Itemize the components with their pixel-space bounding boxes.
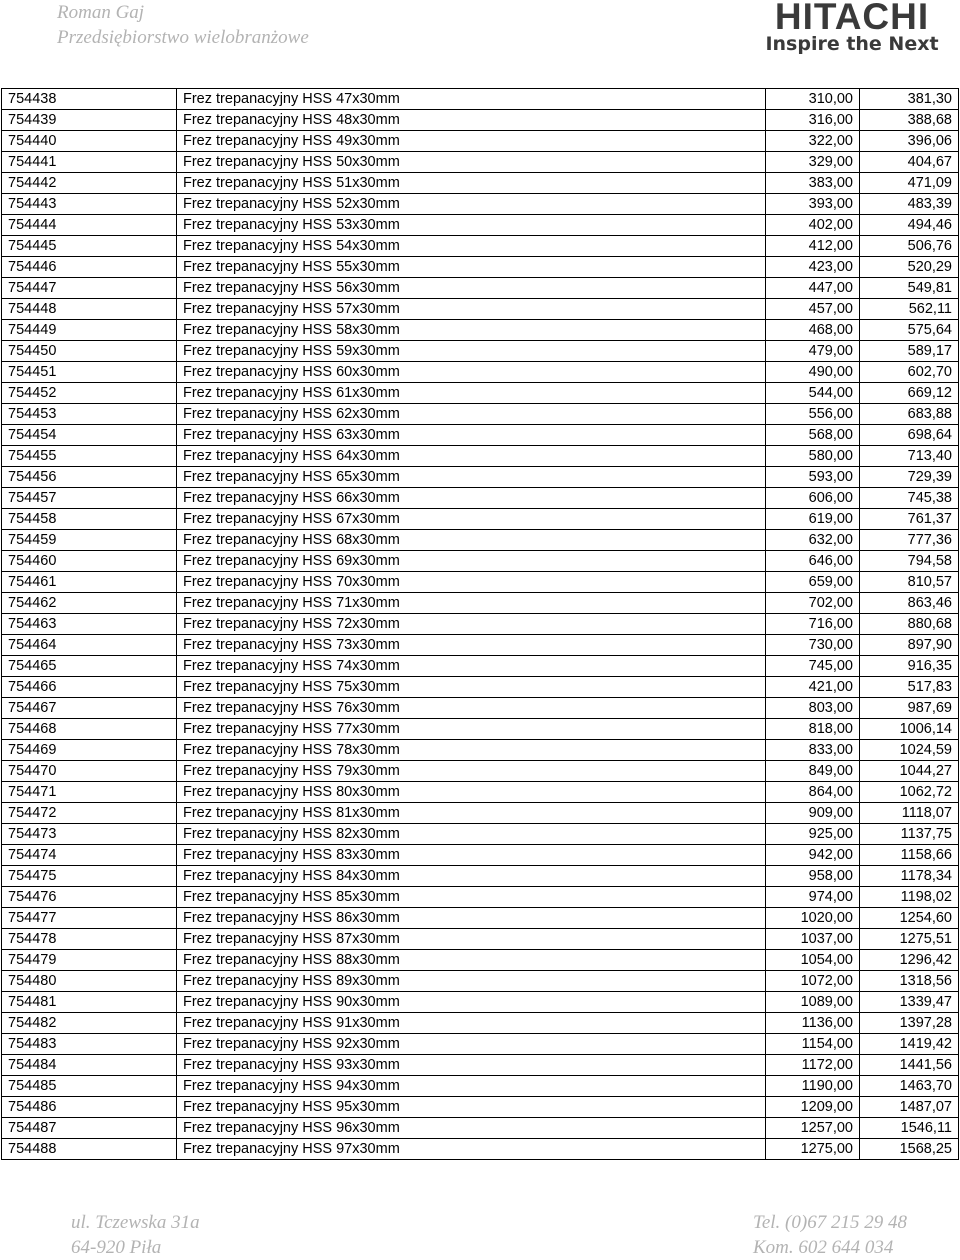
table-row bbox=[2, 614, 959, 635]
product-name-cell: Frez trepanacyjny HSS 69x30mm bbox=[177, 551, 766, 572]
net-price-cell: 322,00 bbox=[766, 131, 860, 152]
product-code-cell: 754445 bbox=[2, 236, 177, 257]
gross-price-cell: 388,68 bbox=[860, 110, 959, 131]
net-price-cell: 490,00 bbox=[766, 362, 860, 383]
price-table bbox=[1, 88, 959, 1160]
product-code-cell: 754467 bbox=[2, 698, 177, 719]
table-row bbox=[2, 467, 959, 488]
product-code-cell: 754471 bbox=[2, 782, 177, 803]
price-table-body bbox=[2, 89, 959, 1160]
product-code-cell: 754474 bbox=[2, 845, 177, 866]
product-name-cell: Frez trepanacyjny HSS 95x30mm bbox=[177, 1097, 766, 1118]
product-code-cell: 754479 bbox=[2, 950, 177, 971]
net-price-cell: 716,00 bbox=[766, 614, 860, 635]
product-name-cell: Frez trepanacyjny HSS 80x30mm bbox=[177, 782, 766, 803]
gross-price-cell: 589,17 bbox=[860, 341, 959, 362]
net-price-cell: 646,00 bbox=[766, 551, 860, 572]
net-price-cell: 1172,00 bbox=[766, 1055, 860, 1076]
product-code-cell: 754483 bbox=[2, 1034, 177, 1055]
net-price-cell: 730,00 bbox=[766, 635, 860, 656]
product-name-cell: Frez trepanacyjny HSS 66x30mm bbox=[177, 488, 766, 509]
net-price-cell: 1054,00 bbox=[766, 950, 860, 971]
net-price-cell: 909,00 bbox=[766, 803, 860, 824]
gross-price-cell: 1397,28 bbox=[860, 1013, 959, 1034]
gross-price-cell: 575,64 bbox=[860, 320, 959, 341]
table-row bbox=[2, 698, 959, 719]
product-code-cell: 754440 bbox=[2, 131, 177, 152]
net-price-cell: 1020,00 bbox=[766, 908, 860, 929]
table-row bbox=[2, 719, 959, 740]
net-price-cell: 593,00 bbox=[766, 467, 860, 488]
table-row bbox=[2, 635, 959, 656]
net-price-cell: 1257,00 bbox=[766, 1118, 860, 1139]
gross-price-cell: 1275,51 bbox=[860, 929, 959, 950]
table-row bbox=[2, 89, 959, 110]
product-name-cell: Frez trepanacyjny HSS 55x30mm bbox=[177, 257, 766, 278]
gross-price-cell: 404,67 bbox=[860, 152, 959, 173]
product-name-cell: Frez trepanacyjny HSS 63x30mm bbox=[177, 425, 766, 446]
product-name-cell: Frez trepanacyjny HSS 65x30mm bbox=[177, 467, 766, 488]
product-code-cell: 754469 bbox=[2, 740, 177, 761]
gross-price-cell: 1419,42 bbox=[860, 1034, 959, 1055]
table-row bbox=[2, 173, 959, 194]
product-code-cell: 754454 bbox=[2, 425, 177, 446]
product-name-cell: Frez trepanacyjny HSS 83x30mm bbox=[177, 845, 766, 866]
net-price-cell: 974,00 bbox=[766, 887, 860, 908]
table-row bbox=[2, 572, 959, 593]
product-code-cell: 754457 bbox=[2, 488, 177, 509]
product-code-cell: 754448 bbox=[2, 299, 177, 320]
gross-price-cell: 1198,02 bbox=[860, 887, 959, 908]
product-name-cell: Frez trepanacyjny HSS 84x30mm bbox=[177, 866, 766, 887]
product-name-cell: Frez trepanacyjny HSS 76x30mm bbox=[177, 698, 766, 719]
product-code-cell: 754466 bbox=[2, 677, 177, 698]
net-price-cell: 393,00 bbox=[766, 194, 860, 215]
table-row bbox=[2, 1034, 959, 1055]
net-price-cell: 316,00 bbox=[766, 110, 860, 131]
net-price-cell: 1072,00 bbox=[766, 971, 860, 992]
gross-price-cell: 1487,07 bbox=[860, 1097, 959, 1118]
gross-price-cell: 494,46 bbox=[860, 215, 959, 236]
product-code-cell: 754477 bbox=[2, 908, 177, 929]
product-name-cell: Frez trepanacyjny HSS 49x30mm bbox=[177, 131, 766, 152]
product-name-cell: Frez trepanacyjny HSS 90x30mm bbox=[177, 992, 766, 1013]
table-row bbox=[2, 257, 959, 278]
table-row bbox=[2, 1139, 959, 1160]
net-price-cell: 958,00 bbox=[766, 866, 860, 887]
net-price-cell: 702,00 bbox=[766, 593, 860, 614]
table-row bbox=[2, 929, 959, 950]
net-price-cell: 402,00 bbox=[766, 215, 860, 236]
product-code-cell: 754460 bbox=[2, 551, 177, 572]
product-name-cell: Frez trepanacyjny HSS 61x30mm bbox=[177, 383, 766, 404]
net-price-cell: 412,00 bbox=[766, 236, 860, 257]
net-price-cell: 447,00 bbox=[766, 278, 860, 299]
gross-price-cell: 1441,56 bbox=[860, 1055, 959, 1076]
logo-word: HITACHI bbox=[774, 0, 930, 37]
net-price-cell: 818,00 bbox=[766, 719, 860, 740]
gross-price-cell: 777,36 bbox=[860, 530, 959, 551]
product-name-cell: Frez trepanacyjny HSS 74x30mm bbox=[177, 656, 766, 677]
product-name-cell: Frez trepanacyjny HSS 56x30mm bbox=[177, 278, 766, 299]
product-name-cell: Frez trepanacyjny HSS 54x30mm bbox=[177, 236, 766, 257]
table-row bbox=[2, 236, 959, 257]
product-name-cell: Frez trepanacyjny HSS 57x30mm bbox=[177, 299, 766, 320]
table-row bbox=[2, 299, 959, 320]
product-code-cell: 754452 bbox=[2, 383, 177, 404]
hitachi-logo bbox=[760, 0, 944, 54]
product-name-cell: Frez trepanacyjny HSS 48x30mm bbox=[177, 110, 766, 131]
product-code-cell: 754463 bbox=[2, 614, 177, 635]
gross-price-cell: 897,90 bbox=[860, 635, 959, 656]
gross-price-cell: 1118,07 bbox=[860, 803, 959, 824]
product-name-cell: Frez trepanacyjny HSS 79x30mm bbox=[177, 761, 766, 782]
net-price-cell: 925,00 bbox=[766, 824, 860, 845]
net-price-cell: 833,00 bbox=[766, 740, 860, 761]
product-code-cell: 754451 bbox=[2, 362, 177, 383]
gross-price-cell: 1137,75 bbox=[860, 824, 959, 845]
product-name-cell: Frez trepanacyjny HSS 64x30mm bbox=[177, 446, 766, 467]
gross-price-cell: 520,29 bbox=[860, 257, 959, 278]
footer-street: ul. Tczewska 31a bbox=[71, 1212, 200, 1233]
table-row bbox=[2, 677, 959, 698]
net-price-cell: 1089,00 bbox=[766, 992, 860, 1013]
product-code-cell: 754453 bbox=[2, 404, 177, 425]
net-price-cell: 329,00 bbox=[766, 152, 860, 173]
table-row bbox=[2, 1118, 959, 1139]
table-row bbox=[2, 278, 959, 299]
table-row bbox=[2, 131, 959, 152]
footer-phone: Tel. (0)67 215 29 48 bbox=[753, 1212, 907, 1233]
product-code-cell: 754443 bbox=[2, 194, 177, 215]
gross-price-cell: 669,12 bbox=[860, 383, 959, 404]
gross-price-cell: 396,06 bbox=[860, 131, 959, 152]
product-name-cell: Frez trepanacyjny HSS 77x30mm bbox=[177, 719, 766, 740]
net-price-cell: 383,00 bbox=[766, 173, 860, 194]
table-row bbox=[2, 551, 959, 572]
net-price-cell: 580,00 bbox=[766, 446, 860, 467]
product-code-cell: 754447 bbox=[2, 278, 177, 299]
net-price-cell: 457,00 bbox=[766, 299, 860, 320]
table-row bbox=[2, 593, 959, 614]
product-name-cell: Frez trepanacyjny HSS 47x30mm bbox=[177, 89, 766, 110]
product-name-cell: Frez trepanacyjny HSS 68x30mm bbox=[177, 530, 766, 551]
net-price-cell: 606,00 bbox=[766, 488, 860, 509]
product-code-cell: 754458 bbox=[2, 509, 177, 530]
product-name-cell: Frez trepanacyjny HSS 96x30mm bbox=[177, 1118, 766, 1139]
table-row bbox=[2, 950, 959, 971]
product-code-cell: 754450 bbox=[2, 341, 177, 362]
table-row bbox=[2, 509, 959, 530]
product-code-cell: 754455 bbox=[2, 446, 177, 467]
table-row bbox=[2, 1097, 959, 1118]
net-price-cell: 568,00 bbox=[766, 425, 860, 446]
product-code-cell: 754486 bbox=[2, 1097, 177, 1118]
gross-price-cell: 745,38 bbox=[860, 488, 959, 509]
product-name-cell: Frez trepanacyjny HSS 75x30mm bbox=[177, 677, 766, 698]
table-row bbox=[2, 488, 959, 509]
gross-price-cell: 1178,34 bbox=[860, 866, 959, 887]
product-name-cell: Frez trepanacyjny HSS 72x30mm bbox=[177, 614, 766, 635]
net-price-cell: 1037,00 bbox=[766, 929, 860, 950]
product-code-cell: 754481 bbox=[2, 992, 177, 1013]
product-code-cell: 754475 bbox=[2, 866, 177, 887]
gross-price-cell: 1254,60 bbox=[860, 908, 959, 929]
table-row bbox=[2, 845, 959, 866]
gross-price-cell: 1158,66 bbox=[860, 845, 959, 866]
net-price-cell: 619,00 bbox=[766, 509, 860, 530]
gross-price-cell: 1024,59 bbox=[860, 740, 959, 761]
net-price-cell: 1275,00 bbox=[766, 1139, 860, 1160]
gross-price-cell: 1568,25 bbox=[860, 1139, 959, 1160]
net-price-cell: 479,00 bbox=[766, 341, 860, 362]
gross-price-cell: 471,09 bbox=[860, 173, 959, 194]
product-name-cell: Frez trepanacyjny HSS 51x30mm bbox=[177, 173, 766, 194]
product-code-cell: 754459 bbox=[2, 530, 177, 551]
net-price-cell: 1190,00 bbox=[766, 1076, 860, 1097]
product-code-cell: 754472 bbox=[2, 803, 177, 824]
product-name-cell: Frez trepanacyjny HSS 71x30mm bbox=[177, 593, 766, 614]
gross-price-cell: 381,30 bbox=[860, 89, 959, 110]
gross-price-cell: 562,11 bbox=[860, 299, 959, 320]
product-code-cell: 754441 bbox=[2, 152, 177, 173]
table-row bbox=[2, 320, 959, 341]
product-code-cell: 754473 bbox=[2, 824, 177, 845]
net-price-cell: 849,00 bbox=[766, 761, 860, 782]
net-price-cell: 1154,00 bbox=[766, 1034, 860, 1055]
gross-price-cell: 916,35 bbox=[860, 656, 959, 677]
gross-price-cell: 1296,42 bbox=[860, 950, 959, 971]
product-code-cell: 754476 bbox=[2, 887, 177, 908]
gross-price-cell: 1546,11 bbox=[860, 1118, 959, 1139]
table-row bbox=[2, 1076, 959, 1097]
product-code-cell: 754482 bbox=[2, 1013, 177, 1034]
net-price-cell: 423,00 bbox=[766, 257, 860, 278]
gross-price-cell: 1339,47 bbox=[860, 992, 959, 1013]
product-name-cell: Frez trepanacyjny HSS 53x30mm bbox=[177, 215, 766, 236]
product-name-cell: Frez trepanacyjny HSS 92x30mm bbox=[177, 1034, 766, 1055]
gross-price-cell: 506,76 bbox=[860, 236, 959, 257]
product-name-cell: Frez trepanacyjny HSS 85x30mm bbox=[177, 887, 766, 908]
table-row bbox=[2, 908, 959, 929]
net-price-cell: 659,00 bbox=[766, 572, 860, 593]
net-price-cell: 1136,00 bbox=[766, 1013, 860, 1034]
table-row bbox=[2, 740, 959, 761]
product-code-cell: 754439 bbox=[2, 110, 177, 131]
product-name-cell: Frez trepanacyjny HSS 73x30mm bbox=[177, 635, 766, 656]
product-code-cell: 754442 bbox=[2, 173, 177, 194]
net-price-cell: 803,00 bbox=[766, 698, 860, 719]
product-code-cell: 754480 bbox=[2, 971, 177, 992]
product-code-cell: 754465 bbox=[2, 656, 177, 677]
table-row bbox=[2, 194, 959, 215]
gross-price-cell: 880,68 bbox=[860, 614, 959, 635]
net-price-cell: 864,00 bbox=[766, 782, 860, 803]
product-name-cell: Frez trepanacyjny HSS 62x30mm bbox=[177, 404, 766, 425]
table-row bbox=[2, 887, 959, 908]
product-code-cell: 754444 bbox=[2, 215, 177, 236]
net-price-cell: 556,00 bbox=[766, 404, 860, 425]
product-name-cell: Frez trepanacyjny HSS 52x30mm bbox=[177, 194, 766, 215]
gross-price-cell: 761,37 bbox=[860, 509, 959, 530]
table-row bbox=[2, 362, 959, 383]
table-row bbox=[2, 341, 959, 362]
footer-address bbox=[71, 1210, 200, 1260]
table-row bbox=[2, 866, 959, 887]
table-row bbox=[2, 656, 959, 677]
logo-tagline: Inspire the Next bbox=[765, 33, 939, 55]
gross-price-cell: 1006,14 bbox=[860, 719, 959, 740]
product-code-cell: 754461 bbox=[2, 572, 177, 593]
gross-price-cell: 549,81 bbox=[860, 278, 959, 299]
product-code-cell: 754485 bbox=[2, 1076, 177, 1097]
product-code-cell: 754464 bbox=[2, 635, 177, 656]
net-price-cell: 745,00 bbox=[766, 656, 860, 677]
gross-price-cell: 1318,56 bbox=[860, 971, 959, 992]
footer-contact bbox=[753, 1210, 907, 1260]
product-code-cell: 754468 bbox=[2, 719, 177, 740]
product-code-cell: 754488 bbox=[2, 1139, 177, 1160]
product-name-cell: Frez trepanacyjny HSS 78x30mm bbox=[177, 740, 766, 761]
product-name-cell: Frez trepanacyjny HSS 81x30mm bbox=[177, 803, 766, 824]
product-code-cell: 754446 bbox=[2, 257, 177, 278]
product-name-cell: Frez trepanacyjny HSS 91x30mm bbox=[177, 1013, 766, 1034]
gross-price-cell: 517,83 bbox=[860, 677, 959, 698]
company-header bbox=[57, 0, 309, 50]
table-row bbox=[2, 824, 959, 845]
table-row bbox=[2, 803, 959, 824]
gross-price-cell: 987,69 bbox=[860, 698, 959, 719]
table-row bbox=[2, 1013, 959, 1034]
gross-price-cell: 1062,72 bbox=[860, 782, 959, 803]
table-row bbox=[2, 110, 959, 131]
table-row bbox=[2, 530, 959, 551]
product-name-cell: Frez trepanacyjny HSS 50x30mm bbox=[177, 152, 766, 173]
table-row bbox=[2, 383, 959, 404]
table-row bbox=[2, 404, 959, 425]
table-row bbox=[2, 782, 959, 803]
gross-price-cell: 602,70 bbox=[860, 362, 959, 383]
product-name-cell: Frez trepanacyjny HSS 87x30mm bbox=[177, 929, 766, 950]
product-code-cell: 754470 bbox=[2, 761, 177, 782]
net-price-cell: 421,00 bbox=[766, 677, 860, 698]
product-name-cell: Frez trepanacyjny HSS 82x30mm bbox=[177, 824, 766, 845]
table-row bbox=[2, 761, 959, 782]
company-name: Roman Gaj bbox=[57, 2, 145, 23]
product-name-cell: Frez trepanacyjny HSS 86x30mm bbox=[177, 908, 766, 929]
table-row bbox=[2, 1055, 959, 1076]
product-name-cell: Frez trepanacyjny HSS 70x30mm bbox=[177, 572, 766, 593]
table-row bbox=[2, 971, 959, 992]
product-code-cell: 754449 bbox=[2, 320, 177, 341]
table-row bbox=[2, 992, 959, 1013]
product-code-cell: 754438 bbox=[2, 89, 177, 110]
gross-price-cell: 713,40 bbox=[860, 446, 959, 467]
net-price-cell: 310,00 bbox=[766, 89, 860, 110]
net-price-cell: 544,00 bbox=[766, 383, 860, 404]
net-price-cell: 632,00 bbox=[766, 530, 860, 551]
gross-price-cell: 1463,70 bbox=[860, 1076, 959, 1097]
net-price-cell: 1209,00 bbox=[766, 1097, 860, 1118]
product-name-cell: Frez trepanacyjny HSS 93x30mm bbox=[177, 1055, 766, 1076]
product-name-cell: Frez trepanacyjny HSS 67x30mm bbox=[177, 509, 766, 530]
product-name-cell: Frez trepanacyjny HSS 94x30mm bbox=[177, 1076, 766, 1097]
product-name-cell: Frez trepanacyjny HSS 60x30mm bbox=[177, 362, 766, 383]
gross-price-cell: 794,58 bbox=[860, 551, 959, 572]
net-price-cell: 942,00 bbox=[766, 845, 860, 866]
gross-price-cell: 483,39 bbox=[860, 194, 959, 215]
product-code-cell: 754478 bbox=[2, 929, 177, 950]
table-row bbox=[2, 215, 959, 236]
product-name-cell: Frez trepanacyjny HSS 97x30mm bbox=[177, 1139, 766, 1160]
table-row bbox=[2, 446, 959, 467]
table-row bbox=[2, 152, 959, 173]
net-price-cell: 468,00 bbox=[766, 320, 860, 341]
gross-price-cell: 810,57 bbox=[860, 572, 959, 593]
footer-city: 64-920 Piła bbox=[71, 1237, 162, 1258]
product-code-cell: 754462 bbox=[2, 593, 177, 614]
gross-price-cell: 729,39 bbox=[860, 467, 959, 488]
product-name-cell: Frez trepanacyjny HSS 88x30mm bbox=[177, 950, 766, 971]
footer-mobile: Kom. 602 644 034 bbox=[753, 1237, 894, 1258]
product-name-cell: Frez trepanacyjny HSS 58x30mm bbox=[177, 320, 766, 341]
product-code-cell: 754487 bbox=[2, 1118, 177, 1139]
product-code-cell: 754456 bbox=[2, 467, 177, 488]
product-code-cell: 754484 bbox=[2, 1055, 177, 1076]
product-name-cell: Frez trepanacyjny HSS 89x30mm bbox=[177, 971, 766, 992]
gross-price-cell: 698,64 bbox=[860, 425, 959, 446]
gross-price-cell: 1044,27 bbox=[860, 761, 959, 782]
table-row bbox=[2, 425, 959, 446]
gross-price-cell: 683,88 bbox=[860, 404, 959, 425]
company-subtitle: Przedsiębiorstwo wielobranżowe bbox=[57, 27, 309, 48]
gross-price-cell: 863,46 bbox=[860, 593, 959, 614]
product-name-cell: Frez trepanacyjny HSS 59x30mm bbox=[177, 341, 766, 362]
